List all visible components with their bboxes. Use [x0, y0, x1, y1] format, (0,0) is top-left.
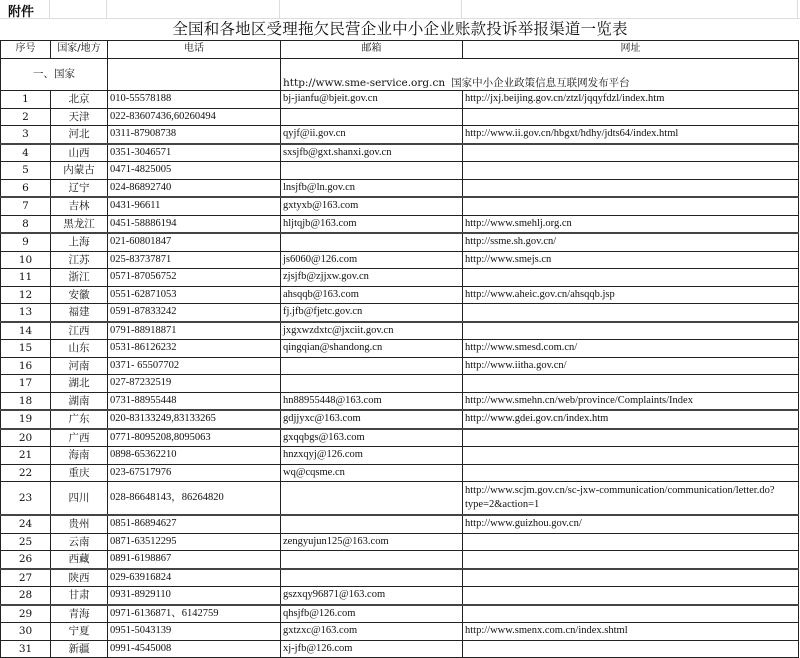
- row-region: 四川: [51, 482, 108, 516]
- row-number: 28: [1, 587, 51, 605]
- row-phone: 0931-8929110: [108, 587, 281, 605]
- table-row: [1, 640, 799, 658]
- national-url-link[interactable]: http://www.sme-service.org.cn: [283, 77, 446, 89]
- row-region: 甘肃: [51, 587, 108, 605]
- row-number: 24: [1, 515, 51, 533]
- row-email[interactable]: hnzxqyj@126.com: [281, 447, 463, 465]
- row-region: 天津: [51, 108, 108, 126]
- row-url: [463, 108, 799, 126]
- row-email[interactable]: hn88955448@163.com: [281, 392, 463, 410]
- row-phone: 0471-4825005: [108, 162, 281, 180]
- row-url: [463, 304, 799, 322]
- row-url[interactable]: http://www.aheic.gov.cn/ahsqqb.jsp: [463, 286, 799, 304]
- row-region: 河北: [51, 126, 108, 144]
- row-url: [463, 551, 799, 569]
- row-phone: 027-87232519: [108, 375, 281, 393]
- row-number: 18: [1, 392, 51, 410]
- row-number: 5: [1, 162, 51, 180]
- table-title: 全国和各地区受理拖欠民营企业中小企业账款投诉举报渠道一览表: [172, 20, 628, 38]
- row-phone: 028-86648143，86264820: [108, 482, 281, 516]
- row-phone: 025-83737871: [108, 251, 281, 269]
- row-phone: 023-67517976: [108, 464, 281, 482]
- row-phone: 0731-88955448: [108, 392, 281, 410]
- row-email: [281, 162, 463, 180]
- national-row: [1, 59, 799, 91]
- table-row: [1, 91, 799, 109]
- row-number: 25: [1, 533, 51, 551]
- row-url: [463, 429, 799, 447]
- header-no: 序号: [1, 41, 51, 59]
- row-phone: 029-63916824: [108, 569, 281, 587]
- row-url[interactable]: http://www.guizhou.gov.cn/: [463, 515, 799, 533]
- row-phone: 010-55578188: [108, 91, 281, 109]
- row-url: [463, 447, 799, 465]
- table-row: [1, 340, 799, 358]
- row-email[interactable]: gxtyxb@163.com: [281, 197, 463, 215]
- row-phone: 0971-6136871、6142759: [108, 605, 281, 623]
- row-email[interactable]: gdjjyxc@163.com: [281, 410, 463, 429]
- table-row: [1, 429, 799, 447]
- row-url: [463, 144, 799, 162]
- cell-d1[interactable]: [280, 0, 462, 18]
- row-email[interactable]: gszxqy96871@163.com: [281, 587, 463, 605]
- row-email[interactable]: bj-jianfu@bjeit.gov.cn: [281, 91, 463, 109]
- table-row: [1, 605, 799, 623]
- row-region: 广东: [51, 410, 108, 429]
- header-email: 邮箱: [281, 41, 463, 59]
- row-email[interactable]: qhsjfb@126.com: [281, 605, 463, 623]
- row-email: [281, 108, 463, 126]
- row-phone: 0531-86126232: [108, 340, 281, 358]
- row-number: 19: [1, 410, 51, 429]
- row-region: 黑龙江: [51, 215, 108, 233]
- table-row: [1, 464, 799, 482]
- row-url[interactable]: http://www.smehlj.org.cn: [463, 215, 799, 233]
- row-number: 17: [1, 375, 51, 393]
- row-region: 重庆: [51, 464, 108, 482]
- table-row: [1, 286, 799, 304]
- row-url: [463, 197, 799, 215]
- row-number: 29: [1, 605, 51, 623]
- row-url[interactable]: http://www.ii.gov.cn/hbgxt/hdhy/jdts64/index.html: [463, 126, 799, 144]
- row-email[interactable]: gxqqbgs@163.com: [281, 429, 463, 447]
- row-number: 7: [1, 197, 51, 215]
- row-region: 海南: [51, 447, 108, 465]
- row-email[interactable]: jxgxwzdxtc@jxciit.gov.cn: [281, 322, 463, 340]
- row-email[interactable]: lnsjfb@ln.gov.cn: [281, 179, 463, 197]
- header-phone: 电话: [108, 41, 281, 59]
- row-number: 21: [1, 447, 51, 465]
- row-region: 安徽: [51, 286, 108, 304]
- table-row: [1, 587, 799, 605]
- row-email[interactable]: xj-jfb@126.com: [281, 640, 463, 658]
- table-row: [1, 322, 799, 340]
- row-phone: 0771-8095208,8095063: [108, 429, 281, 447]
- row-phone: 0991-4545008: [108, 640, 281, 658]
- row-phone: 0891-6198867: [108, 551, 281, 569]
- row-number: 1: [1, 91, 51, 109]
- row-phone: 0431-96611: [108, 197, 281, 215]
- table-row: [1, 215, 799, 233]
- row-region: 上海: [51, 233, 108, 251]
- header-url: 网址: [463, 41, 799, 59]
- row-region: 浙江: [51, 269, 108, 287]
- table-row: [1, 375, 799, 393]
- row-region: 河南: [51, 357, 108, 375]
- row-url: [463, 322, 799, 340]
- table-row: [1, 569, 799, 587]
- row-email: [281, 551, 463, 569]
- row-region: 青海: [51, 605, 108, 623]
- row-region: 宁夏: [51, 623, 108, 641]
- row-number: 12: [1, 286, 51, 304]
- table-row: [1, 551, 799, 569]
- row-email[interactable]: hljtqjb@163.com: [281, 215, 463, 233]
- national-phone: [108, 59, 281, 91]
- cell-e1[interactable]: [462, 0, 798, 18]
- row-number: 26: [1, 551, 51, 569]
- row-number: 27: [1, 569, 51, 587]
- row-number: 11: [1, 269, 51, 287]
- row-email[interactable]: js6060@126.com: [281, 251, 463, 269]
- row-url: [463, 375, 799, 393]
- row-number: 23: [1, 482, 51, 516]
- table-row: [1, 357, 799, 375]
- row-number: 10: [1, 251, 51, 269]
- row-number: 20: [1, 429, 51, 447]
- row-number: 4: [1, 144, 51, 162]
- table-row: [1, 269, 799, 287]
- row-email: [281, 375, 463, 393]
- row-url[interactable]: http://www.smesd.com.cn/: [463, 340, 799, 358]
- top-row: [0, 0, 800, 19]
- row-url: [463, 162, 799, 180]
- national-info: [281, 59, 799, 91]
- row-url: [463, 464, 799, 482]
- row-phone: 0791-88918871: [108, 322, 281, 340]
- row-url: [463, 569, 799, 587]
- row-region: 福建: [51, 304, 108, 322]
- row-region: 山西: [51, 144, 108, 162]
- row-url: [463, 269, 799, 287]
- table-row: [1, 515, 799, 533]
- header-row: [1, 41, 799, 59]
- row-region: 广西: [51, 429, 108, 447]
- row-phone: 0871-63512295: [108, 533, 281, 551]
- row-number: 15: [1, 340, 51, 358]
- row-phone: 0851-86894627: [108, 515, 281, 533]
- row-url: [463, 533, 799, 551]
- row-email: [281, 233, 463, 251]
- row-email[interactable]: zjsjfb@zjjxw.gov.cn: [281, 269, 463, 287]
- row-phone: 020-83133249,83133265: [108, 410, 281, 429]
- row-region: 辽宁: [51, 179, 108, 197]
- table-row: [1, 410, 799, 429]
- row-phone: 0451-58886194: [108, 215, 281, 233]
- row-phone: 0591-87833242: [108, 304, 281, 322]
- table-row: [1, 126, 799, 144]
- row-phone: 0898-65362210: [108, 447, 281, 465]
- table-row: [1, 304, 799, 322]
- row-region: 湖北: [51, 375, 108, 393]
- row-region: 江西: [51, 322, 108, 340]
- row-number: 6: [1, 179, 51, 197]
- table-row: [1, 251, 799, 269]
- row-number: 30: [1, 623, 51, 641]
- row-url[interactable]: http://ssme.sh.gov.cn/: [463, 233, 799, 251]
- national-label: 一、国家: [1, 59, 108, 91]
- row-phone: 0371- 65507702: [108, 357, 281, 375]
- row-url: [463, 179, 799, 197]
- row-region: 新疆: [51, 640, 108, 658]
- row-email[interactable]: wq@cqsme.cn: [281, 464, 463, 482]
- row-url[interactable]: http://jxj.beijing.gov.cn/ztzl/jqqyfdzl/index.htm: [463, 91, 799, 109]
- row-email[interactable]: fj.jfb@fjetc.gov.cn: [281, 304, 463, 322]
- table-row: [1, 233, 799, 251]
- row-url[interactable]: http://www.smenx.com.cn/index.shtml: [463, 623, 799, 641]
- row-number: 31: [1, 640, 51, 658]
- row-url: [463, 605, 799, 623]
- row-url[interactable]: http://www.iitha.gov.cn/: [463, 357, 799, 375]
- row-region: 内蒙古: [51, 162, 108, 180]
- row-email[interactable]: sxsjfb@gxt.shanxi.gov.cn: [281, 144, 463, 162]
- row-region: 湖南: [51, 392, 108, 410]
- row-region: 北京: [51, 91, 108, 109]
- row-email: [281, 569, 463, 587]
- row-number: 2: [1, 108, 51, 126]
- row-phone: 0951-5043139: [108, 623, 281, 641]
- row-email[interactable]: ahsqqb@163.com: [281, 286, 463, 304]
- row-url: [463, 640, 799, 658]
- row-phone: 0551-62871053: [108, 286, 281, 304]
- row-url: [463, 587, 799, 605]
- row-phone: 022-83607436,60260494: [108, 108, 281, 126]
- row-region: 山东: [51, 340, 108, 358]
- row-phone: 0351-3046571: [108, 144, 281, 162]
- row-number: 9: [1, 233, 51, 251]
- row-region: 吉林: [51, 197, 108, 215]
- row-region: 西藏: [51, 551, 108, 569]
- row-phone: 021-60801847: [108, 233, 281, 251]
- row-number: 13: [1, 304, 51, 322]
- row-phone: 024-86892740: [108, 179, 281, 197]
- row-number: 16: [1, 357, 51, 375]
- row-phone: 0571-87056752: [108, 269, 281, 287]
- row-region: 云南: [51, 533, 108, 551]
- row-number: 8: [1, 215, 51, 233]
- cell-c1[interactable]: [107, 0, 280, 18]
- row-url[interactable]: http://www.smehn.cn/web/province/Complaints/Index: [463, 392, 799, 410]
- row-phone: 0311-87908738: [108, 126, 281, 144]
- row-email: [281, 515, 463, 533]
- table-row: [1, 162, 799, 180]
- row-email[interactable]: qyjf@ii.gov.cn: [281, 126, 463, 144]
- table-row: [1, 482, 799, 516]
- row-number: 14: [1, 322, 51, 340]
- row-email[interactable]: qingqian@shandong.cn: [281, 340, 463, 358]
- row-email[interactable]: gxtzxc@163.com: [281, 623, 463, 641]
- row-region: 江苏: [51, 251, 108, 269]
- row-url[interactable]: http://www.scjm.gov.cn/sc-jxw-communication/communication/letter.do?type=2&action=1: [463, 482, 799, 516]
- row-email: [281, 357, 463, 375]
- table-row: [1, 392, 799, 410]
- table-row: [1, 447, 799, 465]
- row-region: 贵州: [51, 515, 108, 533]
- cell-b1[interactable]: [50, 0, 107, 18]
- national-description: 国家中小企业政策信息互联网发布平台: [451, 77, 630, 89]
- attachment-label: 附件: [8, 5, 35, 20]
- row-email[interactable]: zengyujun125@163.com: [281, 533, 463, 551]
- row-url[interactable]: http://www.gdei.gov.cn/index.htm: [463, 410, 799, 429]
- row-url[interactable]: http://www.smejs.cn: [463, 251, 799, 269]
- table-row: [1, 197, 799, 215]
- contact-table: [0, 40, 799, 658]
- row-number: 22: [1, 464, 51, 482]
- table-row: [1, 144, 799, 162]
- table-row: [1, 179, 799, 197]
- table-row: [1, 623, 799, 641]
- table-row: [1, 108, 799, 126]
- row-region: 陕西: [51, 569, 108, 587]
- row-number: 3: [1, 126, 51, 144]
- table-row: [1, 533, 799, 551]
- row-email: [281, 482, 463, 516]
- header-region: 国家/地方: [51, 41, 108, 59]
